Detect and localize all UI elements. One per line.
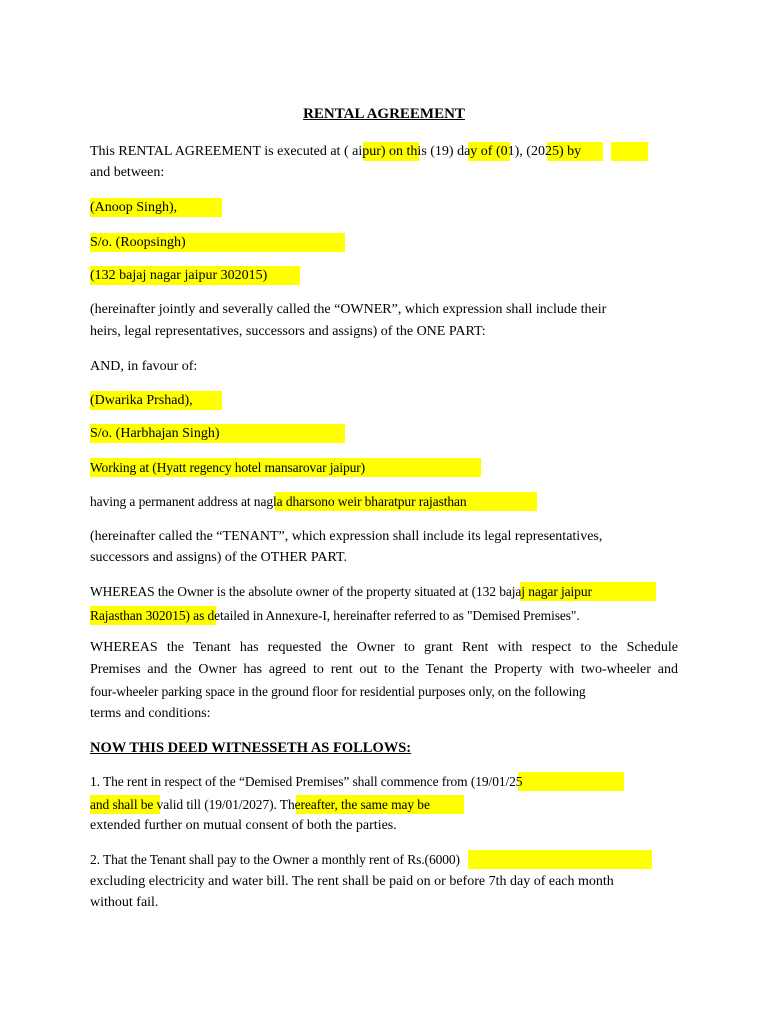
whereas-tenant-line-2: Premises and the Owner has agreed to rent out to the Tenant the Property with two-wheeler and — [90, 662, 678, 677]
tenant-address: having a permanent address at nagla dharsono weir bharatpur rajasthan — [90, 494, 467, 509]
clause-2-line-3: without fail. — [90, 895, 159, 910]
owner-father: S/o. (Roopsingh) — [90, 235, 186, 250]
whereas-owner-line-1: WHEREAS the Owner is the absolute owner of the property situated at (132 bajaj nagar jaipur — [90, 584, 592, 599]
highlight-rent-amount — [468, 850, 652, 869]
intro-line-2: and between: — [90, 165, 165, 180]
clause-1-line-2: and shall be valid till (19/01/2027). Thereafter, the same may be — [90, 797, 430, 812]
whereas-tenant-line-1: WHEREAS the Tenant has requested the Owner to grant Rent with respect to the Schedule — [90, 640, 678, 655]
intro-line-1: This RENTAL AGREEMENT is executed at ( aipur) on this (19) day of (01), (2025) by — [90, 144, 582, 159]
clause-2-line-2: excluding electricity and water bill. The rent shall be paid on or before 7th day of each month — [90, 874, 614, 889]
witnesseth-heading: NOW THIS DEED WITNESSETH AS FOLLOWS: — [90, 740, 412, 756]
whereas-owner-line-2: Rajasthan 302015) as detailed in Annexure-I, hereinafter referred to as "Demised Premises". — [90, 608, 580, 623]
clause-1-line-1: 1. The rent in respect of the “Demised Premises” shall commence from (19/01/25 — [90, 774, 523, 789]
document-title: RENTAL AGREEMENT — [303, 106, 465, 122]
tenant-father: S/o. (Harbhajan Singh) — [90, 426, 220, 441]
owner-name: (Anoop Singh), — [90, 200, 178, 215]
whereas-tenant-line-3: four-wheeler parking space in the ground floor for residential purposes only, on the following — [90, 684, 586, 699]
owner-clause-line-1: (hereinafter jointly and severally called the “OWNER”, which expression shall include their — [90, 302, 607, 317]
highlight-commence-date — [518, 772, 624, 791]
tenant-work: Working at (Hyatt regency hotel mansarovar jaipur) — [90, 460, 366, 475]
owner-address: (132 bajaj nagar jaipur 302015) — [90, 268, 268, 283]
and-in-favour: AND, in favour of: — [90, 359, 198, 374]
highlight-blank-end — [611, 142, 648, 161]
clause-2-line-1: 2. That the Tenant shall pay to the Owner a monthly rent of Rs.(6000) — [90, 852, 460, 867]
clause-1-line-3: extended further on mutual consent of both the parties. — [90, 818, 397, 833]
owner-clause-line-2: heirs, legal representatives, successors and assigns) of the ONE PART: — [90, 324, 486, 339]
tenant-name: (Dwarika Prshad), — [90, 393, 193, 408]
whereas-tenant-line-4: terms and conditions: — [90, 706, 211, 721]
tenant-clause-line-2: successors and assigns) of the OTHER PART. — [90, 550, 347, 565]
tenant-clause-line-1: (hereinafter called the “TENANT”, which expression shall include its legal representatives, — [90, 529, 603, 544]
